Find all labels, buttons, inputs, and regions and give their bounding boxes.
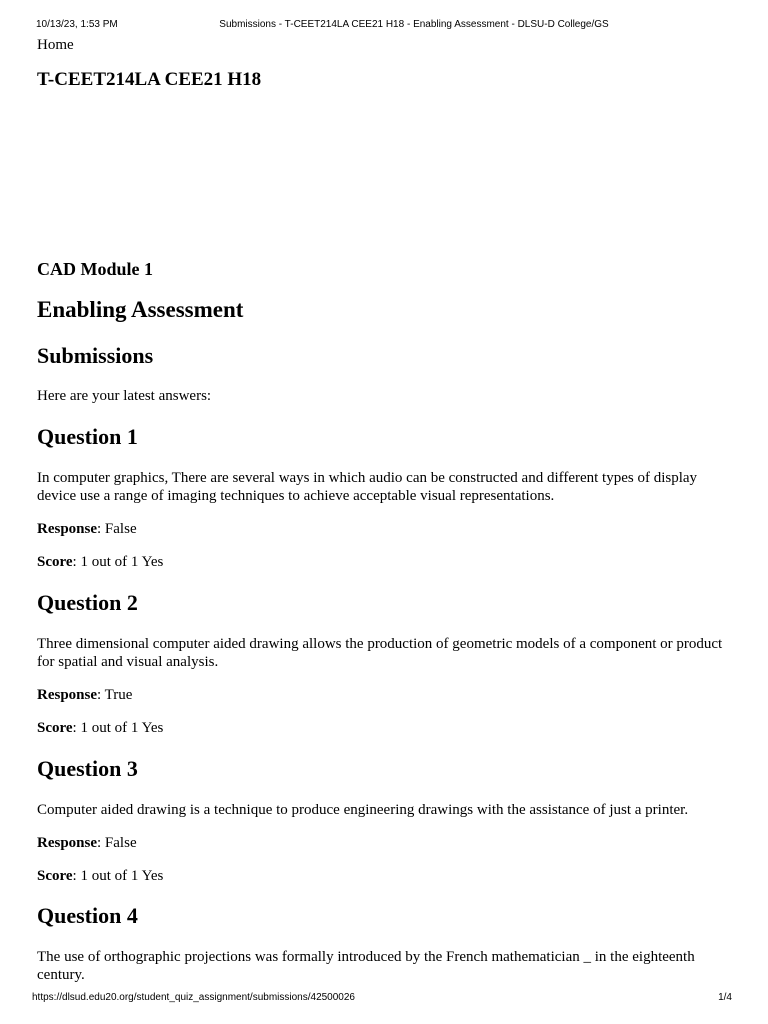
assessment-title: Enabling Assessment (37, 297, 244, 322)
score-line (37, 719, 163, 737)
question-text: Computer aided drawing is a technique to produce engineering drawings with the assistance of just a printer. (37, 802, 689, 818)
response-value: : False (97, 521, 137, 537)
response-value: : True (97, 687, 133, 703)
question-heading: Question 4 (37, 903, 138, 928)
response-value: : False (97, 835, 137, 851)
course-title: T-CEET214LA CEE21 H18 (37, 69, 262, 90)
response-line (37, 686, 132, 704)
response-label: Response (37, 521, 98, 537)
module-title: CAD Module 1 (37, 259, 153, 279)
question-text: Three dimensional computer aided drawing allows the production of geometric models of a component or product for spatial and visual analysis. (37, 636, 723, 670)
print-header (36, 19, 732, 31)
response-label: Response (37, 835, 98, 851)
question-block-1 (37, 424, 737, 570)
print-footer (32, 992, 732, 1004)
score-label: Score (37, 720, 73, 736)
question-heading: Question 2 (37, 590, 138, 615)
score-line (37, 867, 163, 885)
section-title: Submissions (37, 343, 154, 368)
response-line (37, 520, 137, 538)
score-line (37, 553, 163, 571)
score-label: Score (37, 554, 73, 570)
question-block-2 (37, 590, 737, 736)
home-link[interactable]: Home (37, 37, 74, 53)
intro-text: Here are your latest answers: (37, 388, 212, 404)
score-value: : 1 out of 1 Yes (72, 720, 164, 736)
print-page-title: Submissions - T-CEET214LA CEE21 H18 - Enabling Assessment - DLSU-D College/GS (219, 19, 609, 30)
score-value: : 1 out of 1 Yes (72, 554, 164, 570)
response-label: Response (37, 687, 98, 703)
page-number: 1/4 (718, 992, 732, 1003)
question-block-3 (37, 756, 737, 884)
question-heading: Question 1 (37, 424, 138, 449)
print-datetime: 10/13/23, 1:53 PM (36, 19, 118, 30)
question-text: In computer graphics, There are several ways in which audio can be constructed and different types of display device use a range of imaging techniques to achieve acceptable visual representations. (37, 470, 698, 504)
question-block-4 (37, 903, 737, 983)
score-value: : 1 out of 1 Yes (72, 868, 164, 884)
response-line (37, 834, 137, 852)
question-text: The use of orthographic projections was formally introduced by the French mathematician _ in the eighteenth century. (37, 949, 695, 983)
print-url: https://dlsud.edu20.org/student_quiz_assignment/submissions/42500026 (32, 992, 355, 1003)
score-label: Score (37, 868, 73, 884)
question-heading: Question 3 (37, 756, 138, 781)
